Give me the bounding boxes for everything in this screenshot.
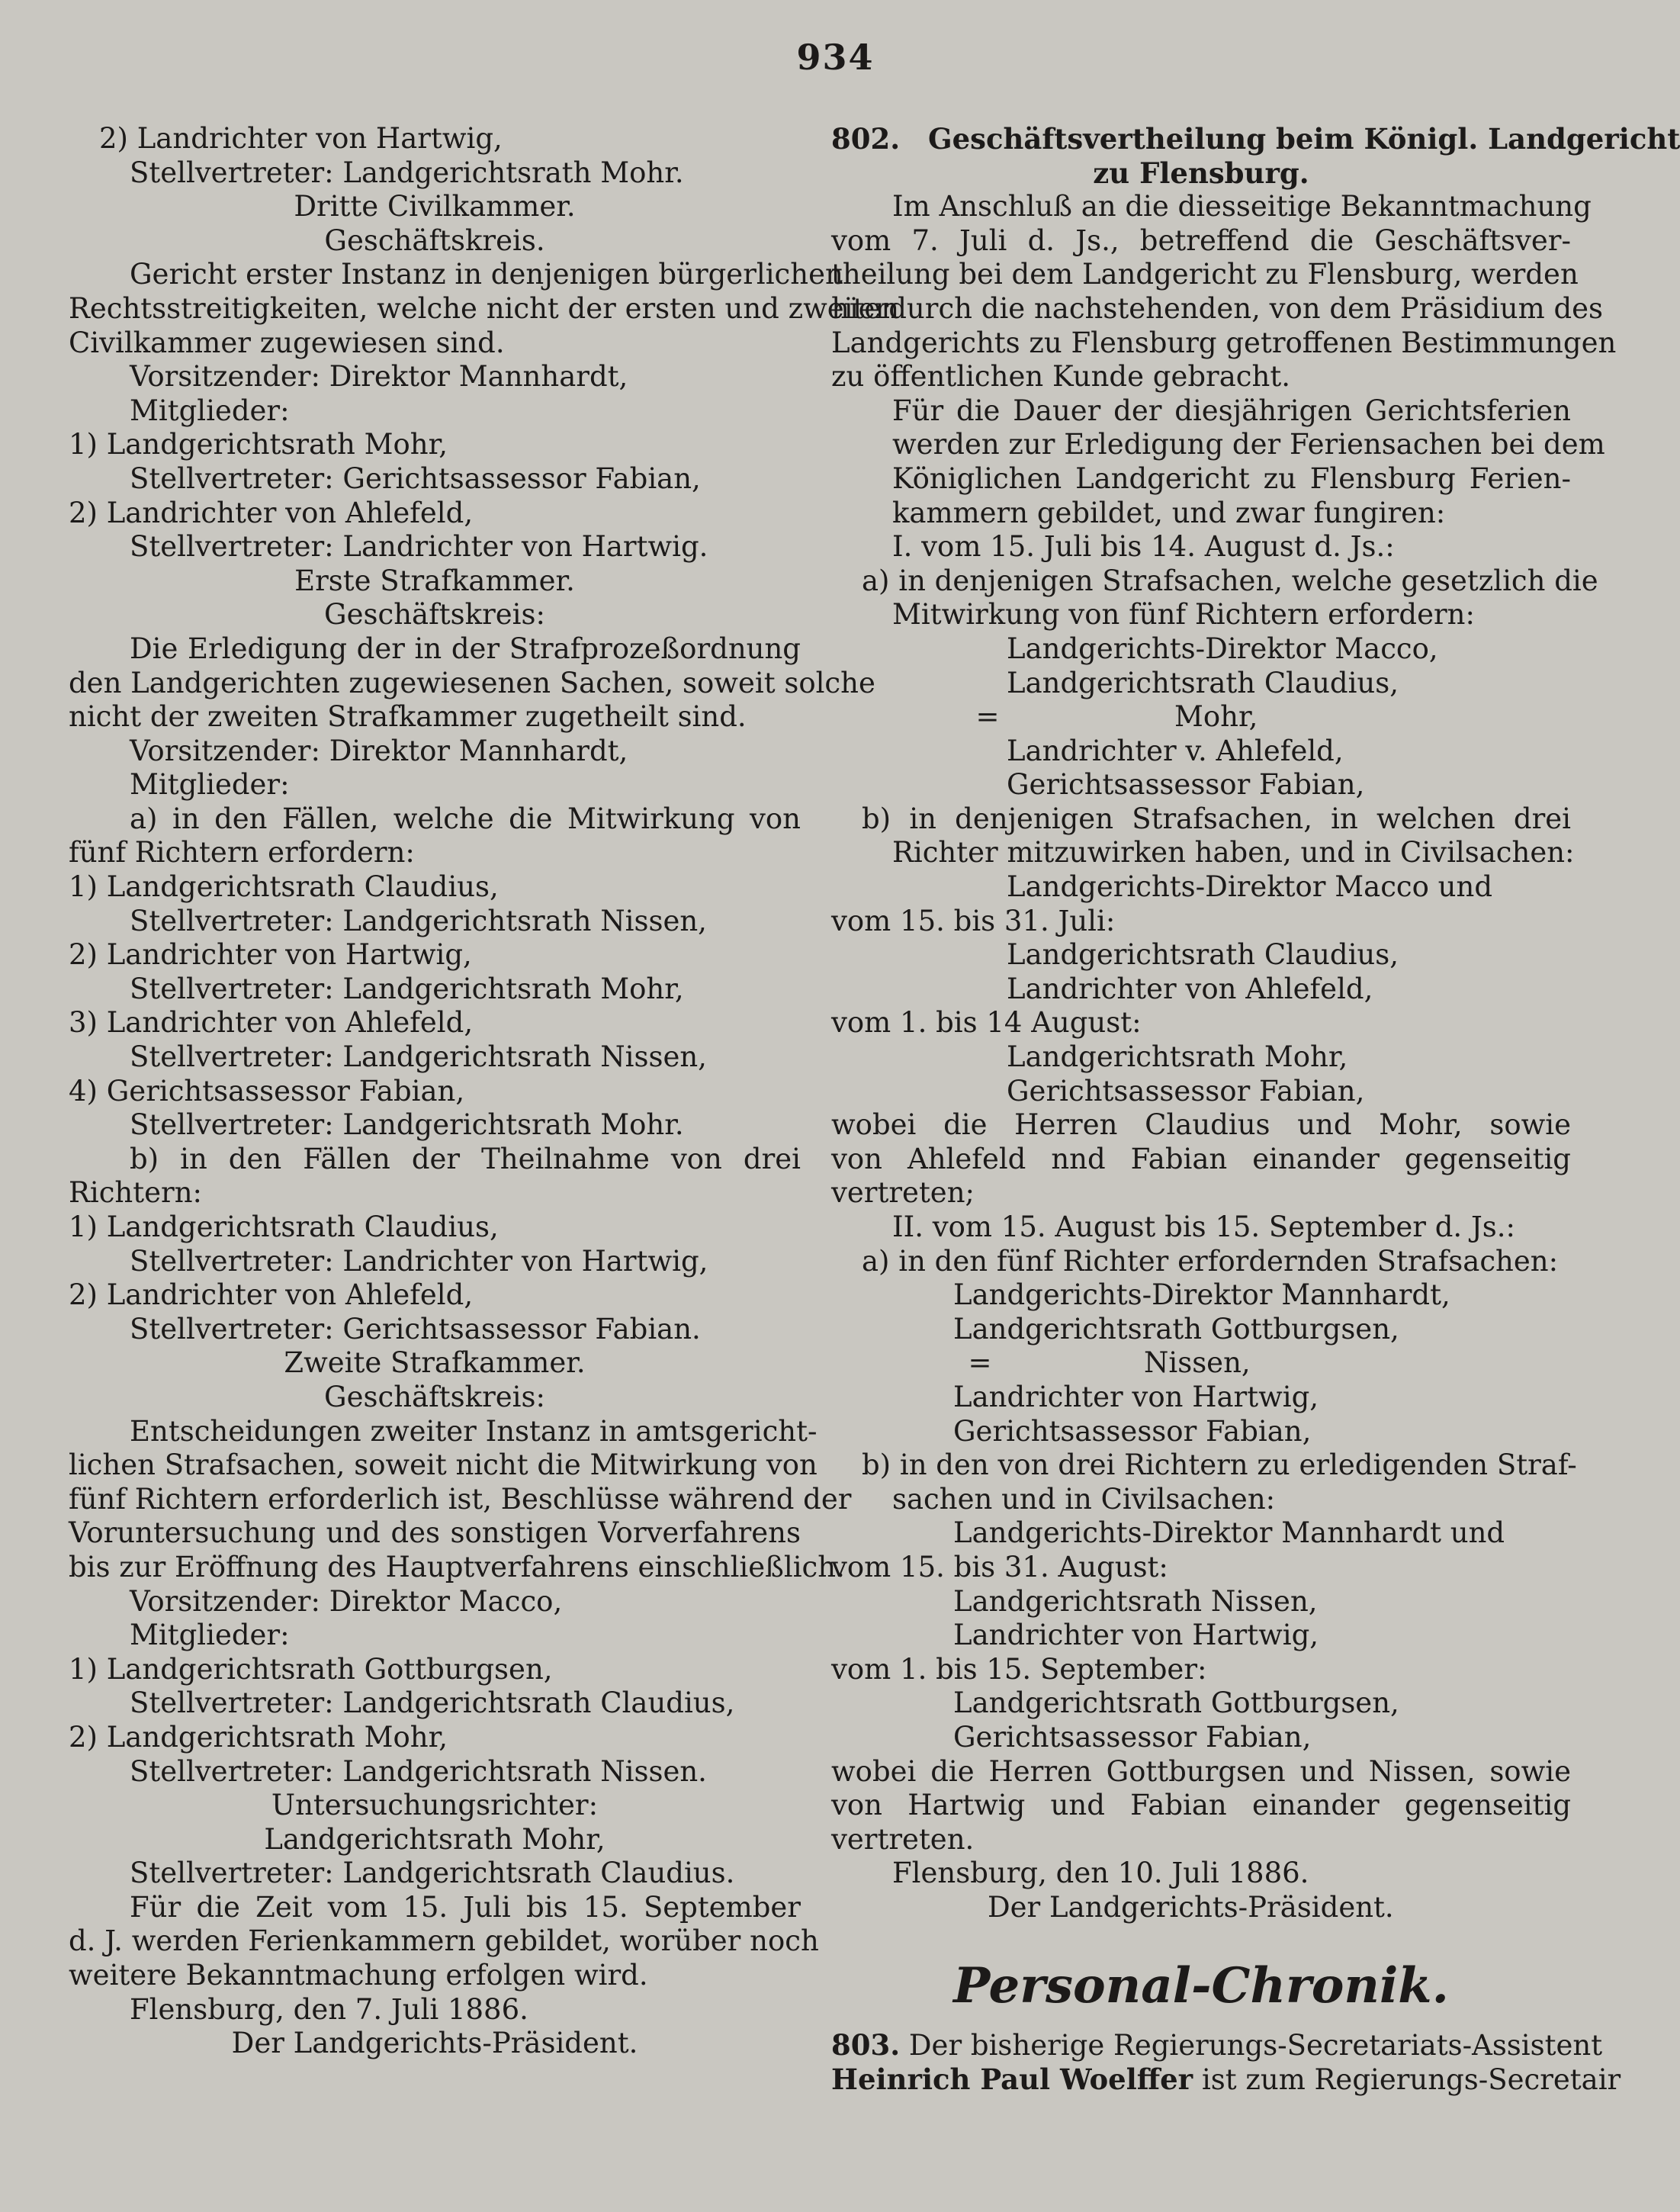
text-line: Stellvertreter: Gerichtsassessor Fabian. [130,1312,701,1346]
text-line: nicht der zweiten Strafkammer zugetheilt sind. [69,700,747,734]
text-line: d. J. werden Ferienkammern gebildet, worüber noch [69,1924,819,1958]
text-line: Voruntersuchung und des sonstigen Vorverfahrens [69,1516,801,1550]
section-subheading: Geschäftskreis: [324,598,545,632]
section-803-text: Der bisherige Regierungs-Secretariats-Assistent [908,2029,1603,2062]
text-line: Stellvertreter: Landgerichtsrath Claudius. [130,1857,735,1890]
text-line: Stellvertreter: Landrichter von Hartwig. [130,530,708,564]
text-line: Landgerichtsrath Nissen, [953,1584,1318,1618]
text-line: Im Anschluß an die diesseitige Bekanntmachung [892,190,1592,223]
text-line: Entscheidungen zweiter Instanz in amtsgericht- [130,1414,818,1448]
signature-line: Der Landgerichts-Präsident. [988,1890,1394,1924]
text-line: Gerichtsassessor Fabian, [1007,768,1365,802]
text-line: von Hartwig und Fabian einander gegenseitig [831,1789,1571,1822]
person-name: Heinrich Paul Woelffer [831,2062,1193,2097]
text-line: Landgerichtsrath Gottburgsen, [953,1312,1399,1346]
text-line: 2) Landrichter von Ahlefeld, [69,496,474,529]
text-line [831,1346,1571,1381]
personal-chronik-heading: Personal-Chronik. [953,1957,1449,2015]
text-line: b) in den Fällen der Theilnahme von drei [130,1142,801,1175]
text-line: Gerichtsassessor Fabian, [953,1720,1312,1754]
text-line: vom 1. bis 14 August: [831,1006,1142,1040]
section-802-title-continued: zu Flensburg. [1093,156,1309,190]
section-subheading: Geschäftskreis: [324,1380,545,1413]
text-line: Richter mitzuwirken haben, und in Civilsachen: [892,836,1575,870]
text-line: Stellvertreter: Landrichter von Hartwig, [130,1244,708,1278]
text-line: Landgerichtsrath Gottburgsen, [953,1686,1399,1720]
text-line: Vorsitzender: Direktor Macco, [130,1584,563,1618]
text-line: b) in denjenigen Strafsachen, in welchen drei [862,802,1571,835]
text-line: 2) Landrichter von Hartwig, [99,122,503,155]
text-line: a) in den Fällen, welche die Mitwirkung von [130,802,801,835]
text-line: kammern gebildet, und zwar fungiren: [892,496,1446,529]
text-line: Gericht erster Instanz in denjenigen bürgerlichen [130,258,843,291]
text-line: weitere Bekanntmachung erfolgen wird. [69,1959,648,1992]
text-line: den Landgerichten zugewiesenen Sachen, soweit solche [69,666,875,699]
text-line: lichen Strafsachen, soweit nicht die Mitwirkung von [69,1448,818,1482]
text-line: sachen und in Civilsachen: [892,1482,1276,1516]
text-line-value: Mohr, [1174,700,1258,734]
text-line: Landrichter von Ahlefeld, [1007,972,1373,1005]
page-number: 934 [796,37,875,78]
text-line: Mitglieder: [130,768,290,802]
text-line: Landgerichtsrath Claudius, [1007,666,1399,699]
section-802-title [831,122,1680,156]
text-line: 1) Landgerichtsrath Mohr, [69,428,448,461]
text-line: 1) Landgerichtsrath Gottburgsen, [69,1652,553,1686]
text-line: vom 15. bis 31. August: [831,1550,1168,1583]
text-line: Stellvertreter: Gerichtsassessor Fabian, [130,461,701,495]
text-line: Landgerichts zu Flensburg getroffenen Bestimmungen [831,326,1617,359]
section-803-line [831,2028,1603,2062]
section-803-number: 803. [831,2028,901,2062]
section-heading: Erste Strafkammer. [294,564,575,597]
text-line: 2) Landgerichtsrath Mohr, [69,1720,448,1754]
text-line: Vorsitzender: Direktor Mannhardt, [130,734,628,767]
text-line: Stellvertreter: Landgerichtsrath Nissen. [130,1754,707,1788]
text-line: 4) Gerichtsassessor Fabian, [69,1074,465,1108]
text-line: wobei die Herren Gottburgsen und Nissen, sowie [831,1754,1571,1788]
ditto-mark: = [968,1346,992,1380]
text-line: a) in denjenigen Strafsachen, welche gesetzlich die [862,564,1598,597]
text-line: Stellvertreter: Landgerichtsrath Mohr, [130,972,684,1005]
text-line: b) in den von drei Richtern zu erledigenden Straf- [862,1448,1577,1482]
text-line: a) in den fünf Richter erfordernden Strafsachen: [862,1244,1559,1278]
text-line: Für die Zeit vom 15. Juli bis 15. September [130,1890,801,1924]
text-line: Landgerichts-Direktor Mannhardt, [953,1278,1450,1312]
text-line: 1) Landgerichtsrath Claudius, [69,1210,499,1243]
text-line: fünf Richtern erforderlich ist, Beschlüsse während der [69,1482,852,1516]
text-line: Landgerichtsrath Mohr, [1007,1040,1348,1074]
date-line: Flensburg, den 7. Juli 1886. [130,1992,528,2026]
text-line: Mitwirkung von fünf Richtern erfordern: [892,598,1475,632]
text-line: wobei die Herren Claudius und Mohr, sowie [831,1108,1571,1142]
text-line: Landrichter v. Ahlefeld, [1007,734,1344,767]
text-line: vom 7. Juli d. Js., betreffend die Geschäftsver- [831,223,1571,257]
text-line: Landgerichtsrath Mohr, [264,1822,606,1856]
text-line: vertreten; [831,1176,975,1210]
text-line: 1) Landgerichtsrath Claudius, [69,870,499,904]
text-line: Mitglieder: [130,394,290,427]
section-802-number: 802. [831,122,901,156]
text-line: Stellvertreter: Landgerichtsrath Nissen, [130,1040,707,1074]
text-line: fünf Richtern erfordern: [69,836,415,870]
text-line: 2) Landrichter von Hartwig, [69,938,472,972]
text-line: 3) Landrichter von Ahlefeld, [69,1006,474,1040]
text-line: Mitglieder: [130,1619,290,1652]
text-line: Landrichter von Hartwig, [953,1380,1319,1413]
text-line: Königlichen Landgericht zu Flensburg Ferien- [892,461,1571,495]
section-803-text: ist zum Regierungs-Secretair [1201,2063,1621,2097]
text-line: I. vom 15. Juli bis 14. August d. Js.: [892,530,1395,564]
text-line: vom 1. bis 15. September: [831,1652,1207,1686]
text-line: Landrichter von Hartwig, [953,1619,1319,1652]
section-802-title-text: Geschäftsvertheilung beim Königl. Landgericht [928,122,1680,156]
text-line: 2) Landrichter von Ahlefeld, [69,1278,474,1312]
text-line: zu öffentlichen Kunde gebracht. [831,360,1290,394]
text-line: Landgerichts-Direktor Mannhardt und [953,1516,1505,1550]
section-subheading: Untersuchungsrichter: [271,1789,599,1822]
text-line: II. vom 15. August bis 15. September d. Js.: [892,1210,1515,1243]
text-line-value: Nissen, [1144,1346,1251,1380]
text-line: Die Erledigung der in der Strafprozeßordnung [130,632,801,665]
text-line: theilung bei dem Landgericht zu Flensburg, werden [831,258,1579,291]
right-column [831,122,1680,2097]
text-line: Gerichtsassessor Fabian, [1007,1074,1365,1108]
date-line: Flensburg, den 10. Juli 1886. [892,1857,1309,1890]
text-line: bis zur Eröffnung des Hauptverfahrens einschließlich. [69,1550,845,1583]
signature-line: Der Landgerichts-Präsident. [231,2027,638,2060]
text-line: Stellvertreter: Landgerichtsrath Mohr. [130,156,684,189]
text-line: Für die Dauer der diesjährigen Gerichtsferien [892,394,1571,427]
text-line: Stellvertreter: Landgerichtsrath Mohr. [130,1108,684,1142]
text-line: Landgerichtsrath Claudius, [1007,938,1399,972]
text-line: Stellvertreter: Landgerichtsrath Nissen, [130,904,707,937]
section-803-line [831,2062,1621,2097]
text-line: Rechtsstreitigkeiten, welche nicht der ersten und zweiten [69,291,900,325]
text-line: Landgerichts-Direktor Macco und [1007,870,1493,904]
text-line: Gerichtsassessor Fabian, [953,1414,1312,1448]
text-line: vertreten. [831,1822,975,1856]
text-line [831,700,1571,735]
text-line: hierdurch die nachstehenden, von dem Präsidium des [831,291,1604,325]
section-subheading: Geschäftskreis. [324,223,545,257]
section-heading: Dritte Civilkammer. [294,190,576,223]
section-heading: Zweite Strafkammer. [284,1346,586,1380]
text-line: Richtern: [69,1176,202,1210]
text-line: Landgerichts-Direktor Macco, [1007,632,1438,665]
text-line: vom 15. bis 31. Juli: [831,904,1116,937]
text-line: werden zur Erledigung der Feriensachen bei dem [892,428,1605,461]
ditto-mark: = [975,700,1000,734]
text-line: von Ahlefeld nnd Fabian einander gegenseitig [831,1142,1571,1175]
text-line: Civilkammer zugewiesen sind. [69,326,505,359]
text-line: Vorsitzender: Direktor Mannhardt, [130,360,628,394]
text-line: Stellvertreter: Landgerichtsrath Claudius, [130,1686,735,1720]
